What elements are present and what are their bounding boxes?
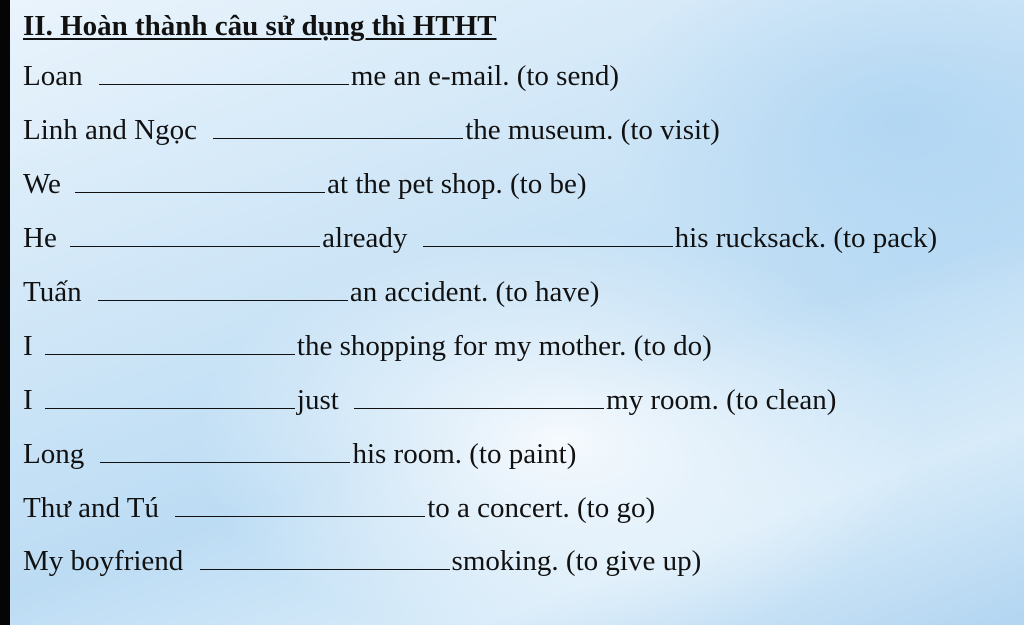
answer-blank[interactable] (354, 386, 604, 409)
sentence-8 (23, 440, 576, 469)
sentence-subject: Linh and Ngọc (23, 114, 197, 146)
sentence-subject: I (23, 384, 33, 416)
answer-blank[interactable] (45, 386, 295, 409)
sentence-ending: me an e-mail. (to send) (350, 60, 619, 92)
sentence-7 (23, 386, 836, 415)
left-edge-bar (0, 0, 10, 625)
sentence-ending: his room. (to paint) (352, 438, 577, 470)
sentence-subject: My boyfriend (23, 545, 184, 577)
sentence-subject: I (23, 330, 33, 362)
sentence-ending: an accident. (to have) (349, 276, 600, 308)
sentence-6 (23, 332, 712, 361)
sentence-ending: my room. (to clean) (606, 384, 837, 416)
sentence-4 (23, 224, 937, 253)
answer-blank[interactable] (200, 547, 450, 570)
answer-blank[interactable] (175, 494, 425, 517)
sentence-subject: Thư and Tú (23, 492, 159, 524)
answer-blank[interactable] (70, 224, 320, 247)
sentence-subject: Tuấn (23, 276, 82, 308)
answer-blank[interactable] (99, 62, 349, 85)
sentence-subject: Long (23, 438, 85, 470)
sentence-subject: He (23, 222, 57, 254)
sentence-2 (23, 116, 720, 145)
sentence-ending: at the pet shop. (to be) (327, 168, 587, 200)
answer-blank[interactable] (98, 278, 348, 301)
sentence-ending: his rucksack. (to pack) (674, 222, 938, 254)
sentence-subject: Loan (23, 60, 83, 92)
sentence-10 (23, 547, 701, 576)
sentence-5 (23, 278, 599, 307)
answer-blank[interactable] (75, 170, 325, 193)
sentence-ending: the museum. (to visit) (465, 114, 720, 146)
sentence-ending: to a concert. (to go) (427, 492, 656, 524)
sentence-1 (23, 62, 619, 91)
answer-blank[interactable] (45, 332, 295, 355)
answer-blank[interactable] (100, 440, 350, 463)
sentence-subject: We (23, 168, 61, 200)
answer-blank[interactable] (213, 116, 463, 139)
sentence-adverb: just (296, 384, 339, 416)
sentence-adverb: already (322, 222, 408, 254)
worksheet-heading: II. Hoàn thành câu sử dụng thì HTHT (23, 10, 497, 42)
sentence-ending: the shopping for my mother. (to do) (296, 330, 712, 362)
sentence-3 (23, 170, 587, 199)
sentence-ending: smoking. (to give up) (451, 545, 702, 577)
sentence-9 (23, 494, 655, 523)
answer-blank[interactable] (423, 224, 673, 247)
